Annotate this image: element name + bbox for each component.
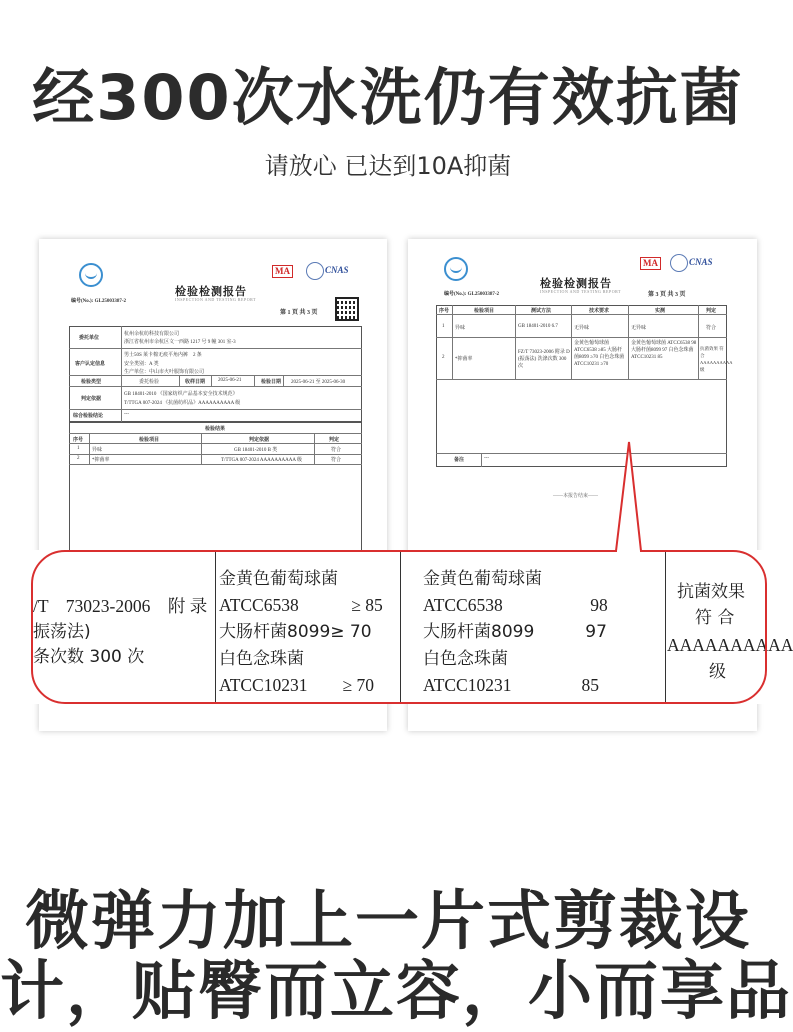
zoom-verdict-line-1: 抗菌效果 [677, 582, 745, 602]
zoom-measured-line-2: ATCC6538 98 [423, 595, 608, 615]
results-header-item: 检验项目 [139, 438, 160, 443]
zoom-method-line-2: 振荡法) [33, 622, 91, 642]
report-title: 检验检测报告 [175, 286, 247, 298]
test-row-1-req: 无异味 [574, 326, 590, 331]
test-row-2-measured: 金黄色葡萄球菌 ATCC6538 98 大肠杆菌8099 97 白色念珠菌 ATCC10231 85 [631, 341, 697, 360]
test-row-1-verdict: 符合 [706, 326, 717, 331]
test-row-1-measured: 无异味 [631, 326, 647, 331]
info-label-type: 检验类型 [81, 380, 102, 385]
info-label-conclusion: 综合检验结论 [73, 414, 104, 419]
remark-label: 备注 [454, 458, 465, 463]
cma-mark-icon: MA [272, 265, 293, 278]
results-row-1-basis: GB 18401-2010 B 类 [234, 448, 278, 453]
qr-code-icon [335, 297, 359, 321]
zoom-measured-line-5: ATCC10231 85 [423, 675, 599, 695]
page-title: 经300次水洗仍有效抗菌 [32, 61, 744, 134]
info-label-sample: 客户认定信息 [75, 362, 106, 367]
info-value-type: 委托检验 [139, 380, 160, 385]
test-row-1-item: 异味 [455, 326, 466, 331]
info-value-safety: 安全类别：A 类 [124, 362, 159, 367]
footer-line-2: 计，贴臀而立容，小而享品 [0, 955, 792, 1029]
zoom-verdict-line-3: AAAAAAAAAA [667, 635, 793, 655]
zoom-method-line-1: /T 73023-2006 附 录 [33, 596, 208, 616]
report-number: 编号(No.): GL25003387-2 [444, 292, 499, 297]
test-row-1-no: 1 [442, 324, 445, 329]
zoom-req-line-4: 白色念珠菌 [219, 649, 304, 669]
zoom-verdict-line-2: 符 合 [695, 608, 735, 628]
zoom-measured-line-1: 金黄色葡萄球菌 [423, 569, 542, 589]
test-row-2-item: *抑菌率 [455, 357, 473, 362]
info-label-test: 检验日期 [261, 380, 282, 385]
info-value-sample: 男士50S 莱卡棉无痕平角内裤 2 条 [124, 353, 202, 358]
test-header-verdict: 判定 [706, 309, 717, 314]
cma-mark-icon: MA [640, 257, 661, 270]
page-subtitle: 请放心 已达到10A抑菌 [264, 152, 512, 180]
test-row-2-req: 金黄色葡萄球菌 ATCC6538 ≥85 大肠杆菌8099 ≥70 白色念珠菌 ATCC10231 ≥70 [574, 341, 625, 367]
test-header-item: 检验项目 [474, 309, 495, 314]
results-row-1-item: 异味 [92, 448, 103, 453]
test-header-req: 技术要求 [589, 309, 610, 314]
info-value-recv: 2025-06-21 [218, 378, 242, 383]
results-table [69, 422, 362, 554]
cnas-mark-icon: CNAS [325, 265, 349, 275]
test-header-measured: 实测 [655, 309, 666, 314]
results-header-basis: 判定依据 [249, 438, 270, 443]
results-row-2-item: *抑菌率 [92, 458, 110, 463]
results-row-1-no: 1 [77, 446, 80, 451]
info-value-client: 杭州余杭纺科技有限公司 [124, 332, 180, 337]
results-title: 检验结果 [205, 427, 226, 432]
results-row-2-basis: T/TTGA 007-2024 AAAAAAAAAA 级 [221, 458, 302, 463]
report-title: 检验检测报告 [540, 278, 612, 290]
report-title-en: INSPECTION AND TESTING REPORT [175, 297, 256, 302]
info-value-producer: 生产单位：中山市火叶服饰有限公司 [124, 370, 205, 375]
remark-value: --- [484, 456, 489, 461]
test-row-2-no: 2 [442, 355, 445, 360]
zoom-req-line-3: 大肠杆菌8099≥ 70 [219, 622, 372, 642]
report-title-en: INSPECTION AND TESTING REPORT [540, 289, 621, 294]
zoom-req-line-5: ATCC10231 ≥ 70 [219, 675, 374, 695]
info-label-recv: 收样日期 [185, 380, 206, 385]
test-header-no: 序号 [439, 309, 450, 314]
zoom-measured-line-4: 白色念珠菌 [423, 649, 508, 669]
zoom-measured-line-3: 大肠杆菌8099 97 [423, 622, 607, 642]
test-row-2-verdict: 抗菌效果 符合 AAAAAAAAAA 级 [700, 346, 733, 372]
lab-logo-icon [444, 257, 468, 281]
report-number: 编号(No.): GL25003387-2 [71, 299, 126, 304]
ilac-seal-icon [670, 254, 688, 272]
results-row-1-verdict: 符合 [331, 448, 342, 453]
page-number: 第 3 页 共 3 页 [648, 292, 686, 298]
test-header-method: 测试方法 [531, 309, 552, 314]
info-value-basis-2: T/TTGA 007-2024 《抗菌纺织品》AAAAAAAAAA 级 [124, 401, 241, 406]
lab-logo-icon [79, 263, 103, 287]
test-row-1-method: GB 18401-2010 6.7 [518, 324, 558, 329]
info-value-conclusion: --- [124, 412, 129, 417]
zoom-req-line-2: ATCC6538 ≥ 85 [219, 595, 383, 615]
test-row-2-method: FZ/T 73023-2006 附录 D (振荡法) 洗涤次数 300 次 [518, 350, 570, 369]
results-header-verdict: 判定 [329, 438, 340, 443]
report-end-note: ——本报告结束—— [553, 494, 599, 499]
zoom-panel [31, 550, 793, 704]
footer-line-1: 微弹力加上一片式剪裁设 [25, 885, 751, 959]
zoom-req-line-1: 金黄色葡萄球菌 [219, 569, 338, 589]
zoom-method-line-3: 条次数 300 次 [33, 647, 145, 667]
zoom-verdict-line-4: 级 [709, 662, 726, 682]
results-header-no: 序号 [73, 438, 84, 443]
ilac-seal-icon [306, 262, 324, 280]
page-number: 第 1 页 共 3 页 [280, 310, 318, 316]
cnas-mark-icon: CNAS [689, 257, 713, 267]
info-label-client: 委托单位 [79, 336, 100, 341]
info-value-basis-1: GB 18401-2010 《国家纺织产品基本安全技术规范》 [124, 392, 238, 397]
results-row-2-verdict: 符合 [331, 458, 342, 463]
info-value-address: 浙江省杭州市余杭区文一西路 1217 号 9 幢 301 室-3 [124, 340, 236, 345]
info-label-basis: 判定依据 [81, 397, 102, 402]
results-row-2-no: 2 [77, 456, 80, 461]
info-value-test: 2025-06-21 至 2025-06-30 [291, 380, 346, 385]
